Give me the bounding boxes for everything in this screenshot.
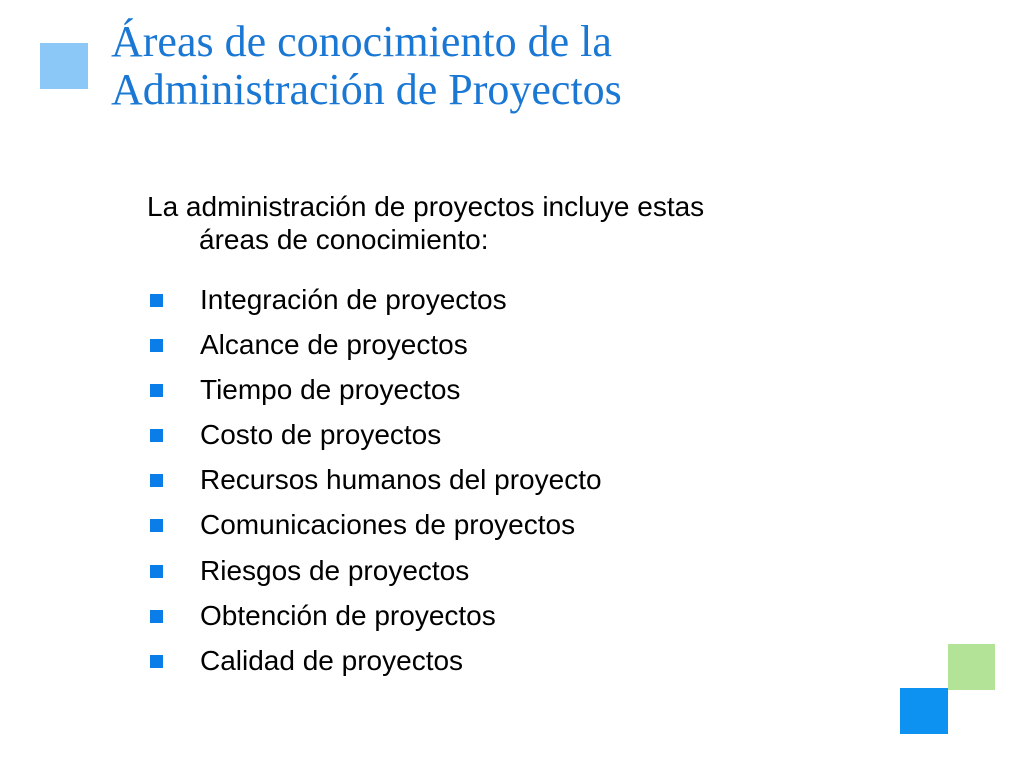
slide-title-line: Administración de Proyectos [111, 65, 622, 114]
list-item-label: Alcance de proyectos [200, 329, 468, 361]
square-bullet-icon [150, 610, 163, 623]
square-bullet-icon [150, 474, 163, 487]
list-item-label: Riesgos de proyectos [200, 554, 470, 586]
corner-blue-square-icon [900, 688, 948, 734]
intro-line: La administración de proyectos incluye estas [147, 191, 705, 222]
list-item [147, 327, 602, 372]
square-bullet-icon [150, 655, 163, 668]
square-bullet-icon [150, 429, 163, 442]
list-item [147, 282, 602, 327]
list-item [147, 462, 602, 507]
list-item [147, 598, 602, 643]
intro-text [147, 190, 847, 256]
list-item-label: Comunicaciones de proyectos [200, 509, 576, 541]
list-item-label: Obtención de proyectos [200, 599, 496, 631]
list-item [147, 553, 602, 598]
list-item-label: Integración de proyectos [200, 284, 507, 315]
list-item [147, 417, 602, 462]
square-bullet-icon [150, 339, 163, 352]
list-item-label: Calidad de proyectos [200, 644, 464, 676]
list-item [147, 507, 602, 552]
slide-title-line: Áreas de conocimiento de la [111, 17, 612, 66]
square-bullet-icon [150, 519, 163, 532]
square-bullet-icon [150, 294, 163, 307]
knowledge-areas-list [147, 282, 602, 688]
list-item [147, 643, 602, 688]
list-item-label: Costo de proyectos [200, 419, 442, 451]
square-bullet-icon [150, 565, 163, 578]
list-item [147, 372, 602, 417]
list-item-label: Tiempo de proyectos [200, 374, 461, 406]
corner-green-square-icon [948, 644, 995, 690]
list-item-label: Recursos humanos del proyecto [200, 464, 602, 496]
slide-title [111, 18, 991, 114]
title-square-decoration-icon [40, 43, 88, 89]
intro-line: áreas de conocimiento: [199, 224, 489, 255]
square-bullet-icon [150, 384, 163, 397]
